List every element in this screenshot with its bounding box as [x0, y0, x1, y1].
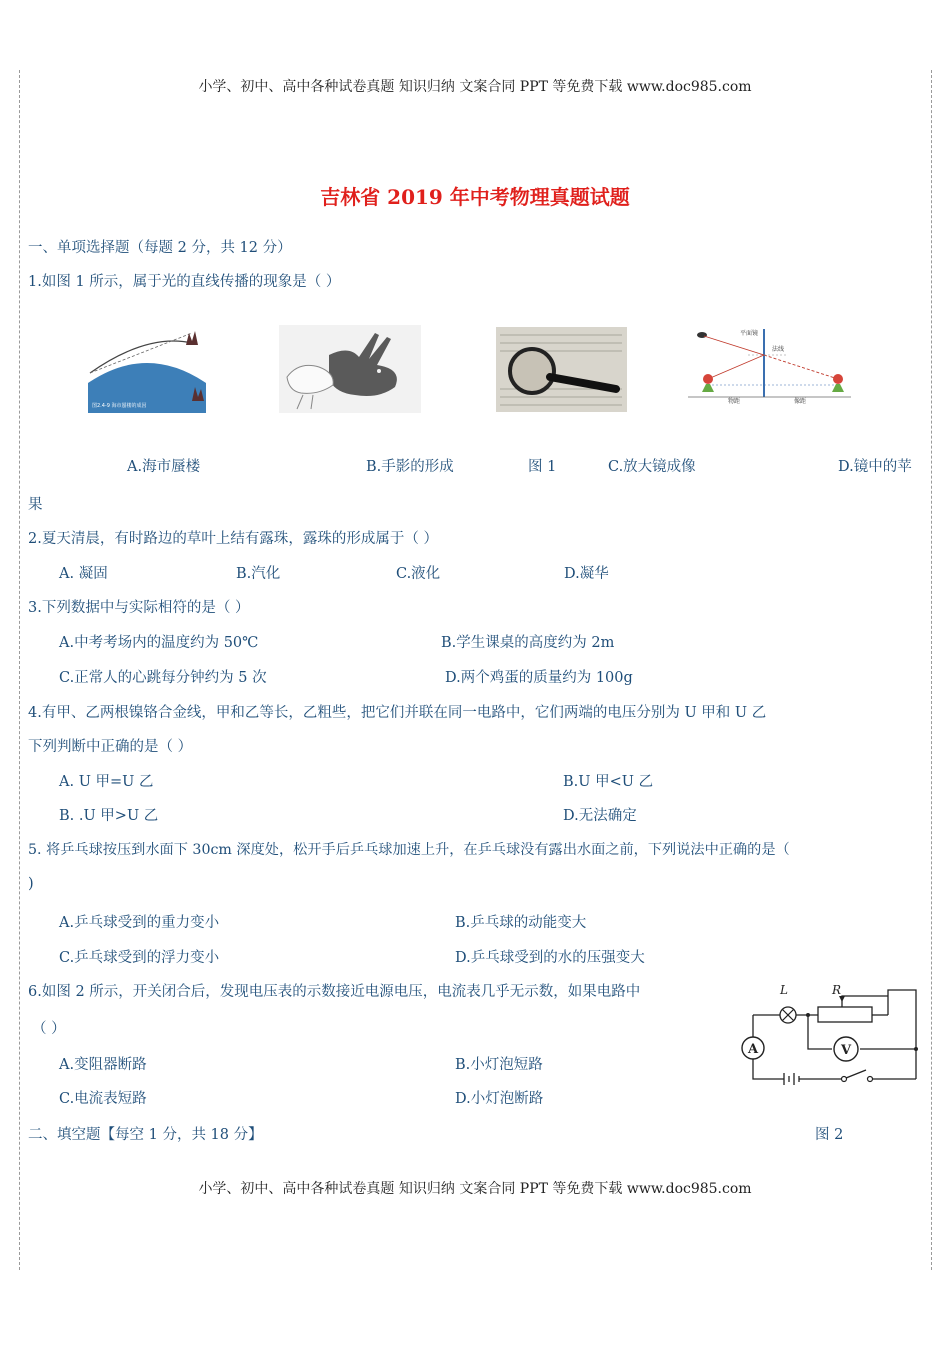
q2-option-d: D.凝华	[564, 566, 609, 582]
q3-option-d: D.两个鸡蛋的质量约为 100g	[445, 670, 633, 686]
page-footer: 小学、初中、高中各种试卷真题 知识归纳 文案合同 PPT 等免费下载 www.doc985.com	[198, 1181, 752, 1197]
q2-option-a: A. 凝固	[59, 566, 108, 582]
right-margin-line	[931, 70, 932, 1270]
q3-option-a: A.中考考场内的温度约为 50℃	[59, 635, 259, 651]
page-header: 小学、初中、高中各种试卷真题 知识归纳 文案合同 PPT 等免费下载 www.doc985.com	[198, 79, 752, 95]
q5-wrap: )	[28, 876, 34, 892]
magnifier-image	[496, 327, 627, 412]
q1-option-b: B.手影的形成	[366, 459, 454, 475]
q1-option-d: D.镜中的苹	[838, 459, 912, 475]
q3-option-c: C.正常人的心跳每分钟约为 5 次	[59, 670, 267, 686]
q5-stem: 5. 将乒乓球按压到水面下 30cm 深度处，松开手后乒乓球加速上升，在乒乓球没有露出水面之前，下列说法中正确的是（	[28, 842, 790, 858]
q6-stem: 6.如图 2 所示，开关闭合后，发现电压表的示数接近电源电压，电流表几乎无示数，如果电路中	[28, 984, 641, 1000]
q4-stem-2: 下列判断中正确的是（ ）	[28, 739, 193, 755]
q2-option-c: C.液化	[396, 566, 441, 582]
q3-option-b: B.学生课桌的高度约为 2m	[441, 635, 615, 651]
q4-option-d: D.无法确定	[563, 808, 637, 824]
q4-option-b: B.U 甲<U 乙	[563, 774, 654, 790]
lamp-label: L	[780, 983, 788, 997]
q1-option-c: C.放大镜成像	[608, 459, 696, 475]
q5-option-d: D.乒乓球受到的水的压强变大	[455, 950, 645, 966]
figure-2-label: 图 2	[815, 1127, 844, 1143]
q4-stem: 4.有甲、乙两根镍铬合金线，甲和乙等长，乙粗些，把它们并联在同一电路中，它们两端的电压分别为 U 甲和 U 乙	[28, 705, 767, 721]
left-margin-line	[19, 70, 20, 1270]
q4-option-a: A. U 甲=U 乙	[59, 774, 154, 790]
q6-option-c: C.电流表短路	[59, 1091, 147, 1107]
q1-option-a: A.海市蜃楼	[127, 459, 201, 475]
q5-option-a: A.乒乓球受到的重力变小	[59, 915, 220, 931]
circuit-diagram	[738, 980, 923, 1085]
q6-option-a: A.变阻器断路	[59, 1057, 147, 1073]
rheostat-label: R	[832, 983, 842, 997]
q3-stem: 3.下列数据中与实际相符的是（ ）	[28, 600, 250, 616]
section-1-heading: 一、单项选择题（每题 2 分，共 12 分）	[28, 240, 292, 256]
q5-option-c: C.乒乓球受到的浮力变小	[59, 950, 220, 966]
ammeter-label: A	[747, 1042, 759, 1057]
mirage-image	[88, 323, 206, 413]
q4-option-c: B. .U 甲>U 乙	[59, 808, 159, 824]
object-distance-label: 物距	[728, 398, 741, 404]
q6-option-d: D.小灯泡断路	[455, 1091, 544, 1107]
figure-1-label: 图 1	[528, 459, 557, 475]
section-2-heading: 二、填空题【每空 1 分，共 18 分】	[28, 1127, 263, 1143]
image-distance-label: 像距	[794, 398, 807, 404]
voltmeter-label: V	[840, 1043, 852, 1058]
page-title: 吉林省 2019 年中考物理真题试题	[320, 185, 630, 209]
q1-stem: 1.如图 1 所示，属于光的直线传播的现象是（ ）	[28, 274, 341, 290]
normal-label: 法线	[772, 346, 785, 353]
hand-shadow-image	[279, 325, 421, 413]
q2-option-b: B.汽化	[236, 566, 281, 582]
q6-paren: （ ）	[32, 1021, 66, 1037]
q6-option-b: B.小灯泡短路	[455, 1057, 543, 1073]
mirror-label: 平面镜	[740, 330, 759, 337]
q5-option-b: B.乒乓球的动能变大	[455, 915, 587, 931]
q2-stem: 2.夏天清晨，有时路边的草叶上结有露珠，露珠的形成属于（ ）	[28, 531, 438, 547]
mirage-caption: 图2.4-9 海市蜃楼的成因	[92, 403, 147, 409]
mirror-apple-image	[688, 327, 851, 404]
q1-wrap: 果	[28, 497, 43, 513]
